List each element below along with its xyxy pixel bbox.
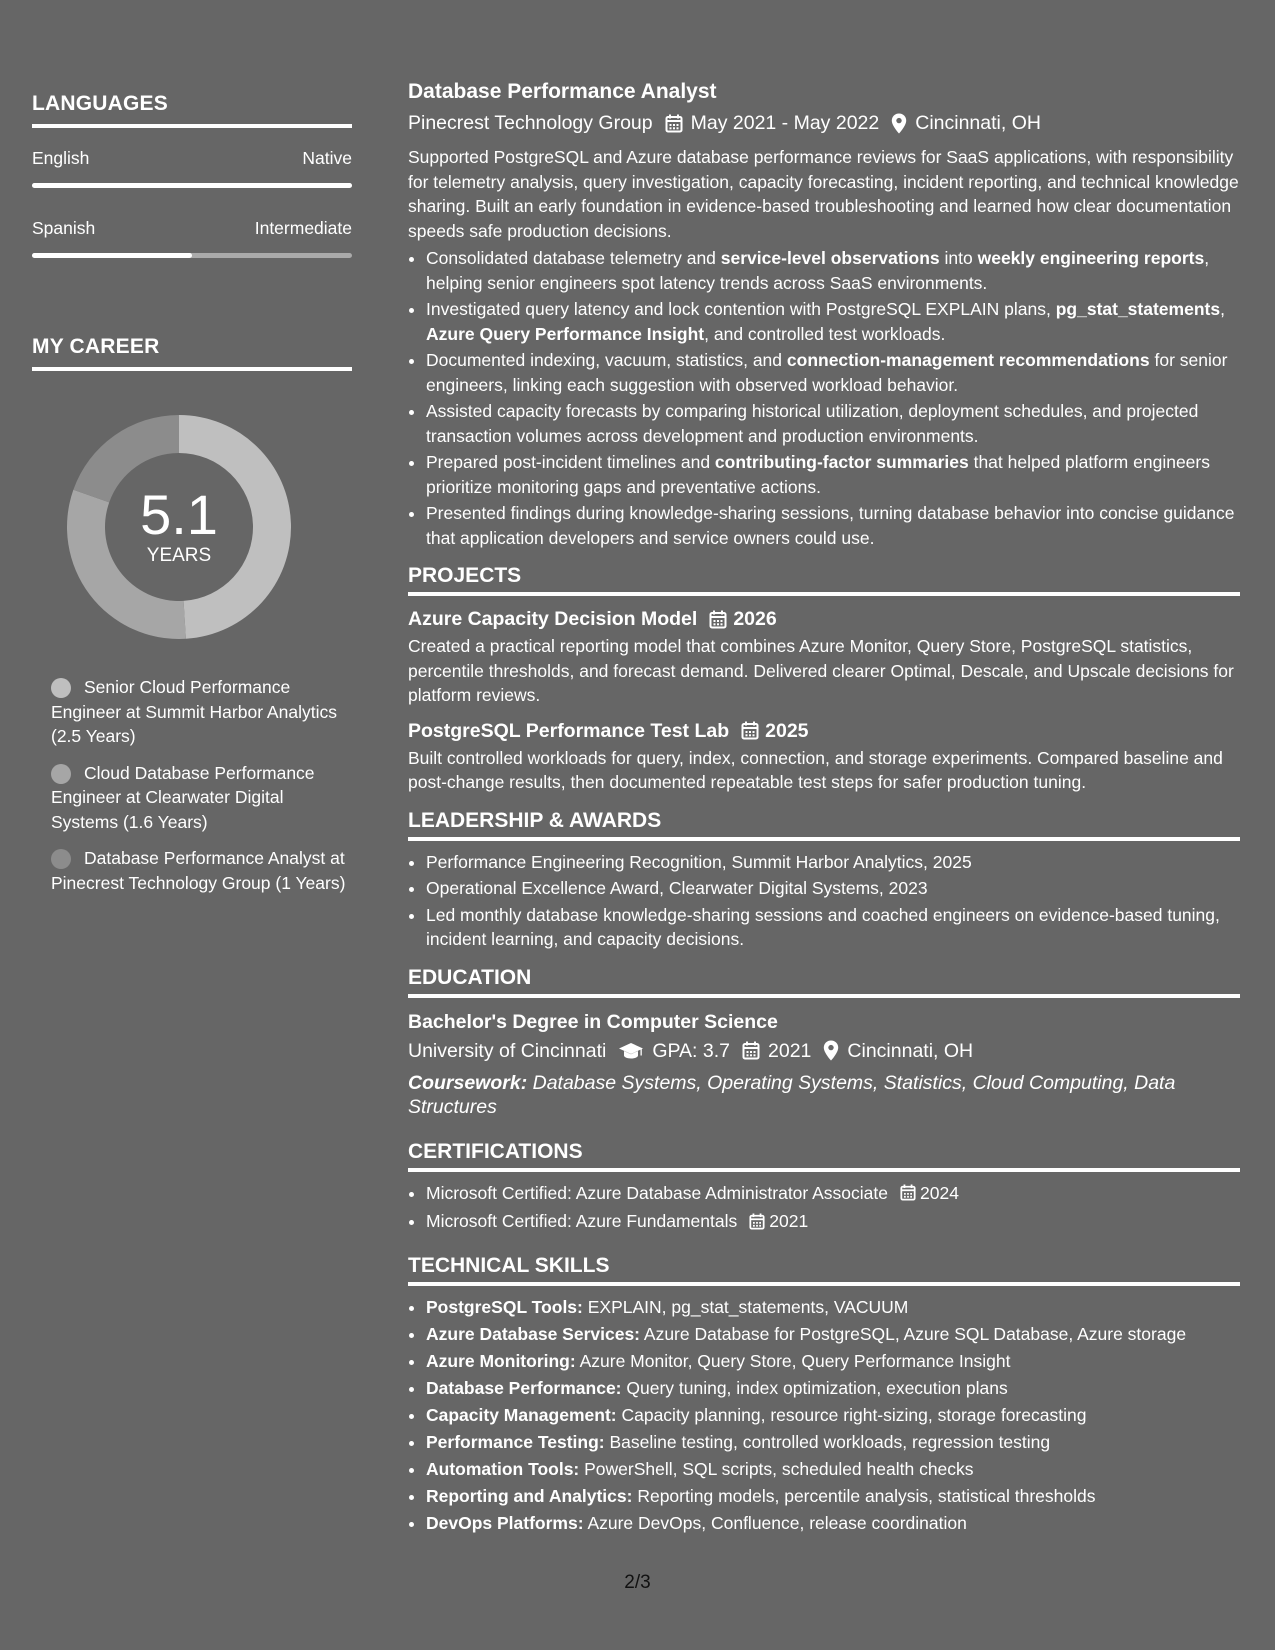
skill-label: Azure Database Services: bbox=[426, 1323, 640, 1344]
bullet-emphasis: service-level observations bbox=[720, 248, 940, 268]
language-name: English bbox=[32, 148, 90, 168]
job-bullet bbox=[426, 246, 1240, 295]
skill-item bbox=[426, 1349, 1240, 1374]
bullet-emphasis: contributing-factor summaries bbox=[714, 452, 969, 472]
bullet-text: , bbox=[1220, 299, 1225, 319]
career-item-text: Senior Cloud Performance Engineer at Summit Harbor Analytics (2.5 Years) bbox=[51, 677, 337, 746]
education-heading: EDUCATION bbox=[408, 966, 1240, 998]
skill-label: Automation Tools: bbox=[426, 1458, 580, 1479]
bullet-text: Consolidated database telemetry and bbox=[426, 248, 721, 268]
calendar-icon bbox=[749, 1213, 765, 1230]
job-bullet bbox=[426, 399, 1240, 448]
project-title: Azure Capacity Decision Model bbox=[408, 608, 698, 630]
certification-name: • Microsoft Certified: Azure Database Administrator Associate bbox=[426, 1182, 889, 1203]
languages-heading: LANGUAGES bbox=[32, 92, 352, 128]
bullet-emphasis: weekly engineering reports bbox=[977, 248, 1205, 268]
career-item bbox=[51, 846, 352, 895]
leadership-list bbox=[408, 850, 1240, 952]
certifications-list bbox=[408, 1181, 1240, 1234]
total-years-label: YEARS bbox=[146, 545, 212, 566]
skill-value: Query tuning, index optimization, execution plans bbox=[621, 1377, 1008, 1398]
job-meta bbox=[408, 109, 1240, 137]
career-item bbox=[51, 761, 352, 835]
skills-list bbox=[408, 1295, 1240, 1536]
school-name: University of Cincinnati bbox=[408, 1039, 607, 1062]
skill-item bbox=[426, 1295, 1240, 1320]
skill-label: PostgreSQL Tools: bbox=[426, 1296, 583, 1317]
coursework-list: Database Systems, Operating Systems, Statistics, Cloud Computing, Data Structures bbox=[408, 1071, 1176, 1118]
bullet-text: Prepared post-incident timelines and bbox=[426, 452, 715, 472]
bullet-text: that helped platform engineers prioritize monitoring gaps and preventative actions. bbox=[426, 452, 1210, 497]
calendar-icon bbox=[900, 1184, 916, 1201]
certification-year: 2021 bbox=[769, 1211, 809, 1231]
project-item bbox=[408, 605, 1240, 708]
project-description: Created a practical reporting model that combines Azure Monitor, Query Store, PostgreSQL statistics, percentile thresholds, and forecast demand. Delivered clearer Optimal, Descale, and Upscale decisions for platform reviews. bbox=[408, 636, 1234, 705]
certifications-heading: CERTIFICATIONS bbox=[408, 1140, 1240, 1172]
skill-item bbox=[426, 1511, 1240, 1536]
certification-name: • Microsoft Certified: Azure Fundamentals bbox=[426, 1211, 738, 1231]
bullet-text: Investigated query latency and lock contention with PostgreSQL EXPLAIN plans, bbox=[426, 299, 1056, 319]
graduation-cap-icon bbox=[618, 1042, 644, 1060]
language-proficiency-bar bbox=[32, 253, 352, 258]
career-legend-dot bbox=[51, 849, 71, 869]
certification-year: 2024 bbox=[920, 1182, 959, 1203]
career-list bbox=[32, 675, 352, 895]
career-item-text: Cloud Database Performance Engineer at Clearwater Digital Systems (1.6 Years) bbox=[51, 762, 315, 832]
skill-item bbox=[426, 1403, 1240, 1428]
skill-value: Capacity planning, resource right-sizing, storage forecasting bbox=[616, 1404, 1087, 1425]
skill-item bbox=[426, 1457, 1240, 1482]
skill-label: Performance Testing: bbox=[426, 1431, 605, 1452]
project-year: 2025 bbox=[765, 719, 809, 742]
calendar-icon bbox=[742, 1041, 760, 1060]
skill-label: Reporting and Analytics: bbox=[426, 1485, 633, 1506]
bullet-emphasis: connection-management recommendations bbox=[786, 350, 1150, 370]
skill-value: Azure Monitor, Query Store, Query Performance Insight bbox=[575, 1350, 1011, 1371]
bullet-text: for senior engineers, linking each suggestion with observed workload behavior. bbox=[426, 350, 1228, 395]
sidebar bbox=[32, 92, 352, 907]
total-years-value: 5.1 bbox=[140, 483, 218, 546]
language-row-english bbox=[32, 148, 352, 188]
language-proficiency-fill bbox=[32, 253, 192, 258]
certification-item bbox=[426, 1209, 1240, 1234]
project-description: Built controlled workloads for query, index, connection, and storage experiments. Compared baseline and post-change results, then documented repeatable test steps for safer production tuning. bbox=[408, 747, 1223, 792]
skill-label: DevOps Platforms: bbox=[426, 1512, 584, 1533]
skill-value: PowerShell, SQL scripts, scheduled health checks bbox=[579, 1458, 974, 1479]
bullet-text: , helping senior engineers spot latency trends across SaaS environments. bbox=[426, 248, 1210, 293]
leadership-item: • Performance Engineering Recognition, Summit Harbor Analytics, 2025 bbox=[426, 850, 1240, 875]
calendar-icon bbox=[709, 610, 727, 629]
bullet-text: Assisted capacity forecasts by comparing historical utilization, deployment schedules, and projected transaction volumes across development and production environments. bbox=[426, 401, 1199, 446]
career-item bbox=[51, 675, 352, 749]
page-number: 2/3 bbox=[624, 1572, 651, 1593]
bullet-text: , and controlled test workloads. bbox=[704, 323, 946, 344]
skill-label: Capacity Management: bbox=[426, 1404, 617, 1425]
leadership-item: • Led monthly database knowledge-sharing sessions and coached engineers on evidence-based tuning, incident learning, and capacity decisions. bbox=[426, 903, 1240, 952]
skill-value: Azure Database for PostgreSQL, Azure SQL Database, Azure storage bbox=[640, 1323, 1187, 1344]
main-content bbox=[408, 78, 1240, 1538]
graduation-year: 2021 bbox=[768, 1039, 812, 1062]
job-title: Database Performance Analyst bbox=[408, 80, 717, 103]
coursework-label: Coursework: bbox=[408, 1071, 528, 1094]
job-bullets bbox=[408, 246, 1240, 550]
language-level: Native bbox=[302, 148, 352, 168]
bullet-emphasis: pg_stat_statements bbox=[1055, 299, 1221, 319]
gpa: GPA: 3.7 bbox=[652, 1039, 731, 1062]
job-bullet bbox=[426, 501, 1240, 550]
calendar-icon bbox=[741, 721, 759, 740]
job-bullet bbox=[426, 297, 1240, 346]
career-legend-dot bbox=[51, 678, 71, 698]
skill-value: Baseline testing, controlled workloads, regression testing bbox=[604, 1431, 1051, 1452]
education-meta bbox=[408, 1037, 1240, 1065]
language-proficiency-fill bbox=[32, 183, 352, 188]
language-name: Spanish bbox=[32, 218, 96, 238]
language-level: Intermediate bbox=[254, 218, 352, 238]
project-year: 2026 bbox=[733, 608, 777, 630]
skill-label: Azure Monitoring: bbox=[426, 1350, 576, 1371]
coursework bbox=[408, 1071, 1240, 1120]
certification-item bbox=[426, 1181, 1240, 1206]
skill-item bbox=[426, 1322, 1240, 1347]
project-title: PostgreSQL Performance Test Lab bbox=[408, 719, 730, 742]
skill-item bbox=[426, 1484, 1240, 1509]
projects-heading: PROJECTS bbox=[408, 564, 1240, 596]
skill-label: Database Performance: bbox=[426, 1377, 622, 1398]
calendar-icon bbox=[665, 114, 683, 133]
skill-item bbox=[426, 1376, 1240, 1401]
career-item-text: Database Performance Analyst at Pinecrest Technology Group (1 Years) bbox=[51, 848, 346, 893]
leadership-heading: LEADERSHIP & AWARDS bbox=[408, 809, 1240, 841]
job-dates: May 2021 - May 2022 bbox=[690, 112, 880, 134]
job-summary: Supported PostgreSQL and Azure database performance reviews for SaaS applications, with responsibility for telemetry analysis, query investigation, capacity forecasting, incident reporting, and technical knowledge sharing. Built an early foundation in evidence-based troubleshooting and learned how clear documentation speeds safe production decisions. bbox=[408, 147, 1239, 241]
career-legend-dot bbox=[51, 764, 71, 784]
leadership-item: • Operational Excellence Award, Clearwater Digital Systems, 2023 bbox=[426, 876, 1240, 901]
language-row-spanish bbox=[32, 218, 352, 258]
skill-value: EXPLAIN, pg_stat_statements, VACUUM bbox=[582, 1296, 909, 1317]
bullet-text: into bbox=[939, 248, 978, 268]
job-location: Cincinnati, OH bbox=[915, 112, 1041, 134]
career-donut-chart bbox=[67, 415, 291, 639]
bullet-text: Documented indexing, vacuum, statistics, and bbox=[426, 350, 787, 370]
job-company: Pinecrest Technology Group bbox=[408, 112, 653, 134]
bullet-emphasis: Azure Query Performance Insight bbox=[426, 323, 705, 344]
skill-value: Reporting models, percentile analysis, statistical thresholds bbox=[632, 1485, 1096, 1506]
skill-item bbox=[426, 1430, 1240, 1455]
project-item bbox=[408, 717, 1240, 795]
location-pin-icon bbox=[823, 1040, 839, 1061]
skill-value: Azure DevOps, Confluence, release coordination bbox=[583, 1512, 967, 1533]
job-bullet bbox=[426, 348, 1240, 397]
school-location: Cincinnati, OH bbox=[847, 1039, 974, 1062]
job-bullet bbox=[426, 450, 1240, 499]
language-proficiency-bar bbox=[32, 183, 352, 188]
location-pin-icon bbox=[891, 113, 907, 134]
degree-title: Bachelor's Degree in Computer Science bbox=[408, 1010, 778, 1033]
bullet-text: Presented findings during knowledge-sharing sessions, turning database behavior into concise guidance that application developers and service owners could use. bbox=[426, 503, 1235, 548]
career-heading: MY CAREER bbox=[32, 335, 352, 371]
skills-heading: TECHNICAL SKILLS bbox=[408, 1254, 1240, 1286]
